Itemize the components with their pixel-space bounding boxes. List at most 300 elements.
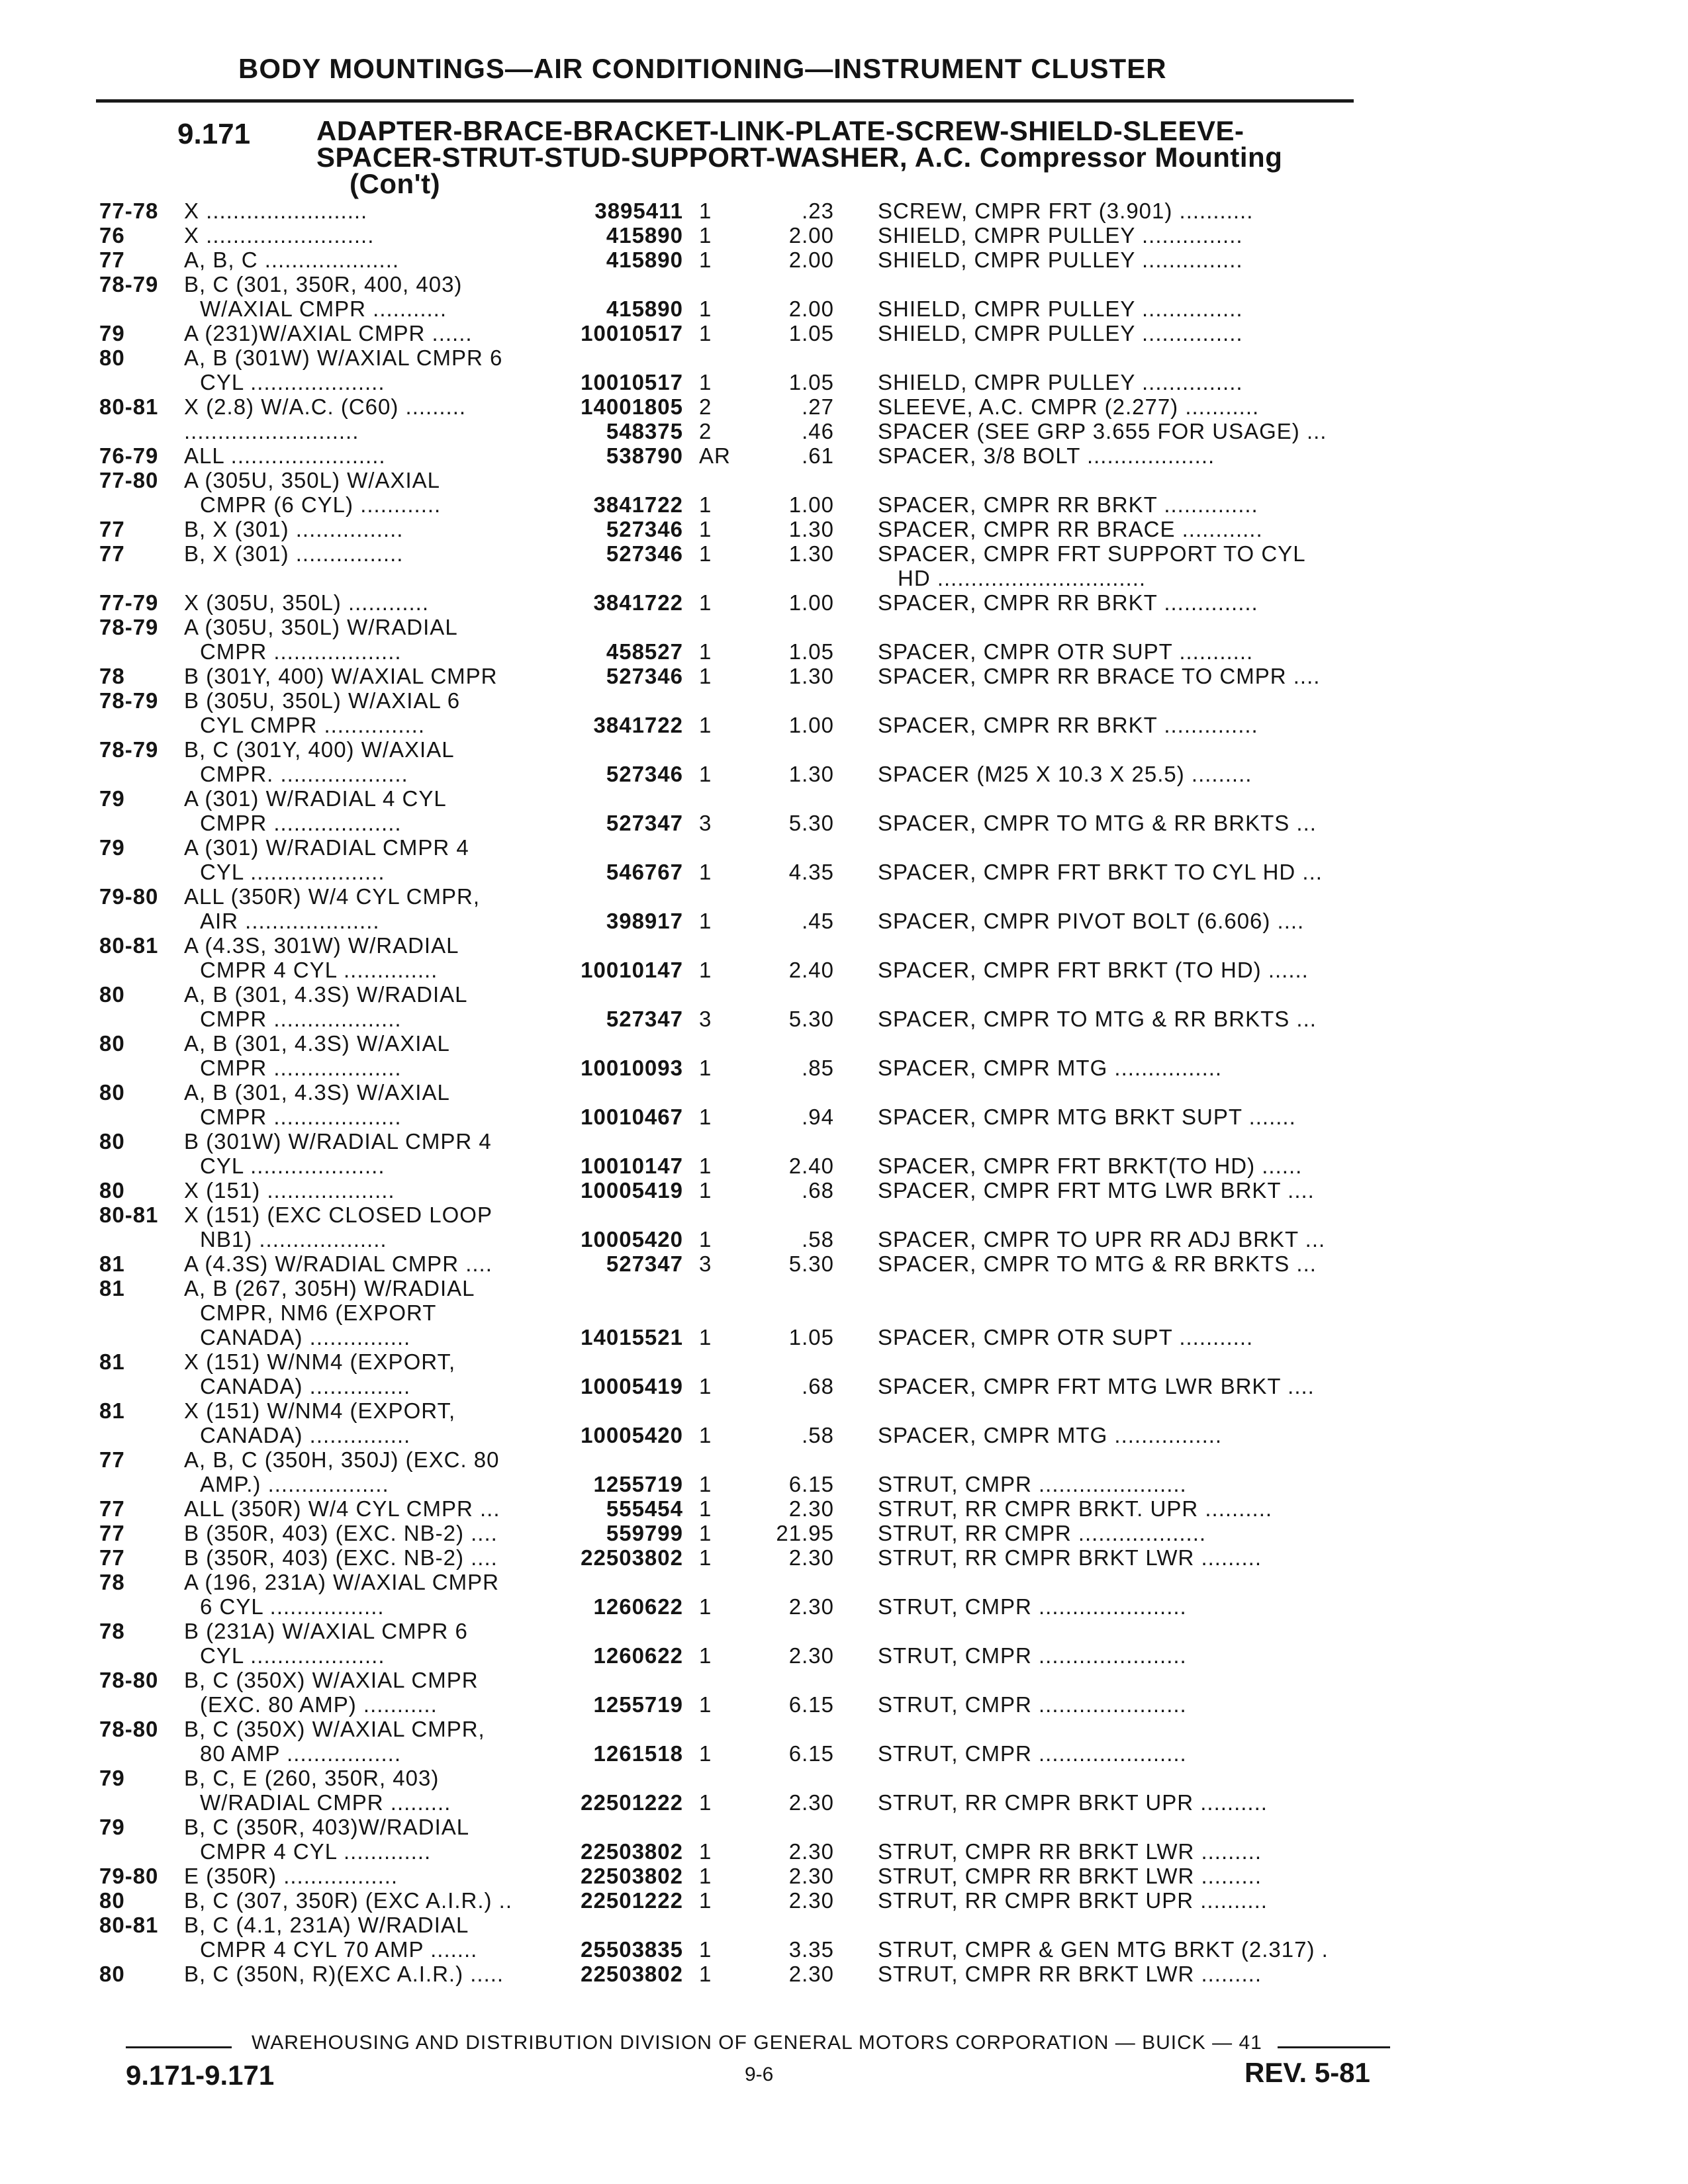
row-usage: A, B (301, 4.3S) W/RADIAL bbox=[184, 982, 468, 1007]
row-usage: CANADA) ............... bbox=[200, 1374, 411, 1398]
row-price: 2.30 bbox=[788, 1643, 834, 1668]
row-year: 80-81 bbox=[99, 394, 159, 419]
row-year: 80-81 bbox=[99, 1203, 159, 1227]
row-description: SPACER, CMPR FRT BRKT(TO HD) ...... bbox=[878, 1154, 1303, 1178]
row-price: 1.00 bbox=[788, 590, 834, 615]
row-usage: CMPR ................... bbox=[200, 1056, 402, 1080]
row-price: 2.30 bbox=[788, 1545, 834, 1570]
row-price: .45 bbox=[802, 909, 834, 933]
row-price: 2.30 bbox=[788, 1496, 834, 1521]
row-price: 1.00 bbox=[788, 713, 834, 737]
row-description: STRUT, CMPR RR BRKT LWR ......... bbox=[878, 1864, 1262, 1888]
row-price: .27 bbox=[802, 394, 834, 419]
row-usage: B (350R, 403) (EXC. NB-2) .... bbox=[184, 1545, 498, 1570]
row-year: 77-78 bbox=[99, 199, 159, 223]
row-description: SPACER (M25 X 10.3 X 25.5) ......... bbox=[878, 762, 1252, 786]
footer-rule bbox=[1278, 2046, 1390, 2048]
row-part-number: 3841722 bbox=[593, 590, 683, 615]
row-part-number: 10010147 bbox=[581, 958, 683, 982]
row-year: 77 bbox=[99, 1496, 125, 1521]
row-usage: (EXC. 80 AMP) ........... bbox=[200, 1692, 438, 1717]
row-quantity: 1 bbox=[699, 1962, 712, 1986]
row-description: SCREW, CMPR FRT (3.901) ........... bbox=[878, 199, 1254, 223]
row-usage: CANADA) ............... bbox=[200, 1423, 411, 1447]
row-quantity: 1 bbox=[699, 713, 712, 737]
row-part-number: 10005420 bbox=[581, 1423, 683, 1447]
row-quantity: 1 bbox=[699, 1154, 712, 1178]
row-usage: CMPR 4 CYL 70 AMP ....... bbox=[200, 1937, 478, 1962]
row-year: 78 bbox=[99, 1619, 125, 1643]
row-usage: B (305U, 350L) W/AXIAL 6 bbox=[184, 688, 461, 713]
row-price: .68 bbox=[802, 1178, 834, 1203]
row-usage: X (151) (EXC CLOSED LOOP bbox=[184, 1203, 492, 1227]
row-part-number: 527346 bbox=[606, 517, 683, 541]
row-description: SHIELD, CMPR PULLEY ............... bbox=[878, 248, 1243, 272]
row-description: HD ............................... bbox=[898, 566, 1147, 590]
row-price: 5.30 bbox=[788, 1007, 834, 1031]
row-year: 78-79 bbox=[99, 737, 159, 762]
row-usage: ALL (350R) W/4 CYL CMPR ... bbox=[184, 1496, 500, 1521]
row-year: 78-79 bbox=[99, 615, 159, 639]
row-part-number: 10005420 bbox=[581, 1227, 683, 1251]
row-usage: NB1) ................... bbox=[200, 1227, 387, 1251]
row-usage: X (151) W/NM4 (EXPORT, bbox=[184, 1398, 456, 1423]
row-year: 80 bbox=[99, 1888, 125, 1913]
row-year: 81 bbox=[99, 1398, 125, 1423]
row-year: 79 bbox=[99, 1815, 125, 1839]
row-price: 2.40 bbox=[788, 958, 834, 982]
row-year: 78-80 bbox=[99, 1717, 159, 1741]
header-rule bbox=[96, 99, 1354, 103]
row-year: 78 bbox=[99, 1570, 125, 1594]
row-price: 2.00 bbox=[788, 223, 834, 248]
row-description: STRUT, CMPR ...................... bbox=[878, 1594, 1187, 1619]
row-price: 5.30 bbox=[788, 811, 834, 835]
row-quantity: 1 bbox=[699, 1864, 712, 1888]
row-quantity: 1 bbox=[699, 1521, 712, 1545]
row-description: SLEEVE, A.C. CMPR (2.277) ........... bbox=[878, 394, 1260, 419]
row-price: 2.30 bbox=[788, 1839, 834, 1864]
row-part-number: 415890 bbox=[606, 223, 683, 248]
row-year: 76-79 bbox=[99, 443, 159, 468]
row-usage: X ........................ bbox=[184, 199, 368, 223]
row-part-number: 527347 bbox=[606, 1007, 683, 1031]
row-part-number: 527346 bbox=[606, 762, 683, 786]
row-quantity: 1 bbox=[699, 1790, 712, 1815]
row-usage: CMPR. ................... bbox=[200, 762, 408, 786]
row-usage: A (301) W/RADIAL 4 CYL bbox=[184, 786, 447, 811]
row-year: 80 bbox=[99, 1962, 125, 1986]
row-part-number: 555454 bbox=[606, 1496, 683, 1521]
row-quantity: 1 bbox=[699, 199, 712, 223]
row-description: STRUT, CMPR RR BRKT LWR ......... bbox=[878, 1962, 1262, 1986]
row-description: STRUT, CMPR ...................... bbox=[878, 1741, 1187, 1766]
footer-page-number: 9-6 bbox=[745, 2064, 774, 2085]
row-year: 80 bbox=[99, 1178, 125, 1203]
row-description: STRUT, RR CMPR BRKT. UPR .......... bbox=[878, 1496, 1273, 1521]
row-usage: A, B (301, 4.3S) W/AXIAL bbox=[184, 1031, 450, 1056]
footer-revision: REV. 5-81 bbox=[1244, 2057, 1370, 2088]
row-usage: X (2.8) W/A.C. (C60) ......... bbox=[184, 394, 467, 419]
row-usage: 80 AMP ................. bbox=[200, 1741, 402, 1766]
row-quantity: 1 bbox=[699, 1839, 712, 1864]
row-year: 79 bbox=[99, 835, 125, 860]
row-part-number: 546767 bbox=[606, 860, 683, 884]
row-usage: ALL (350R) W/4 CYL CMPR, bbox=[184, 884, 481, 909]
row-quantity: 1 bbox=[699, 664, 712, 688]
row-description: SPACER, CMPR PIVOT BOLT (6.606) .... bbox=[878, 909, 1305, 933]
row-quantity: 3 bbox=[699, 1007, 712, 1031]
row-quantity: 3 bbox=[699, 811, 712, 835]
row-part-number: 1261518 bbox=[593, 1741, 683, 1766]
row-usage: W/AXIAL CMPR ........... bbox=[200, 296, 447, 321]
row-usage: X ......................... bbox=[184, 223, 375, 248]
row-description: SPACER, CMPR TO UPR RR ADJ BRKT ... bbox=[878, 1227, 1326, 1251]
row-year: 77 bbox=[99, 517, 125, 541]
row-year: 81 bbox=[99, 1251, 125, 1276]
row-part-number: 10010517 bbox=[581, 370, 683, 394]
row-price: 2.30 bbox=[788, 1962, 834, 1986]
section-title-line: (Con't) bbox=[350, 168, 441, 199]
row-quantity: 1 bbox=[699, 296, 712, 321]
row-usage: A (4.3S, 301W) W/RADIAL bbox=[184, 933, 459, 958]
row-price: 1.05 bbox=[788, 1325, 834, 1349]
row-usage: A, B (267, 305H) W/RADIAL bbox=[184, 1276, 475, 1300]
row-description: SPACER, CMPR TO MTG & RR BRKTS ... bbox=[878, 811, 1317, 835]
row-quantity: 2 bbox=[699, 394, 712, 419]
row-part-number: 548375 bbox=[606, 419, 683, 443]
row-price: 1.00 bbox=[788, 492, 834, 517]
row-year: 77-80 bbox=[99, 468, 159, 492]
row-usage: A, B, C .................... bbox=[184, 248, 400, 272]
row-description: SPACER, CMPR RR BRKT .............. bbox=[878, 713, 1258, 737]
row-price: 2.00 bbox=[788, 248, 834, 272]
row-quantity: 1 bbox=[699, 1741, 712, 1766]
row-quantity: 1 bbox=[699, 1937, 712, 1962]
row-quantity: 1 bbox=[699, 1227, 712, 1251]
row-year: 77 bbox=[99, 1521, 125, 1545]
row-usage: CMPR ................... bbox=[200, 639, 402, 664]
row-price: 1.05 bbox=[788, 370, 834, 394]
row-part-number: 3841722 bbox=[593, 492, 683, 517]
page-header: BODY MOUNTINGS—AIR CONDITIONING—INSTRUMENT CLUSTER bbox=[238, 53, 1167, 84]
row-usage: CMPR 4 CYL .............. bbox=[200, 958, 438, 982]
row-part-number: 22503802 bbox=[581, 1839, 683, 1864]
row-usage: CMPR (6 CYL) ............ bbox=[200, 492, 442, 517]
row-year: 78 bbox=[99, 664, 125, 688]
row-description: SPACER, CMPR MTG BRKT SUPT ....... bbox=[878, 1105, 1296, 1129]
row-part-number: 14001805 bbox=[581, 394, 683, 419]
row-year: 76 bbox=[99, 223, 125, 248]
row-year: 79-80 bbox=[99, 1864, 159, 1888]
row-usage: B, C (350N, R)(EXC A.I.R.) ..... bbox=[184, 1962, 504, 1986]
row-usage: A (305U, 350L) W/RADIAL bbox=[184, 615, 458, 639]
row-price: 1.05 bbox=[788, 321, 834, 345]
row-price: .61 bbox=[802, 443, 834, 468]
row-usage: B, C (4.1, 231A) W/RADIAL bbox=[184, 1913, 469, 1937]
row-quantity: 1 bbox=[699, 1374, 712, 1398]
row-part-number: 538790 bbox=[606, 443, 683, 468]
row-description: STRUT, CMPR & GEN MTG BRKT (2.317) . bbox=[878, 1937, 1329, 1962]
row-usage: AMP.) .................. bbox=[200, 1472, 389, 1496]
row-usage: .......................... bbox=[184, 419, 359, 443]
row-quantity: AR bbox=[699, 443, 731, 468]
row-year: 78-79 bbox=[99, 272, 159, 296]
row-year: 80-81 bbox=[99, 933, 159, 958]
row-description: SPACER, CMPR TO MTG & RR BRKTS ... bbox=[878, 1007, 1317, 1031]
row-part-number: 22501222 bbox=[581, 1790, 683, 1815]
row-description: SHIELD, CMPR PULLEY ............... bbox=[878, 296, 1243, 321]
row-part-number: 22503802 bbox=[581, 1864, 683, 1888]
row-usage: B, X (301) ................ bbox=[184, 541, 404, 566]
row-year: 78-79 bbox=[99, 688, 159, 713]
row-year: 79 bbox=[99, 786, 125, 811]
section-title bbox=[316, 115, 1283, 199]
row-quantity: 1 bbox=[699, 639, 712, 664]
row-quantity: 1 bbox=[699, 321, 712, 345]
row-quantity: 1 bbox=[699, 1888, 712, 1913]
row-usage: B (301Y, 400) W/AXIAL CMPR bbox=[184, 664, 498, 688]
row-price: 2.30 bbox=[788, 1790, 834, 1815]
row-usage: CMPR ................... bbox=[200, 811, 402, 835]
footer-text: WAREHOUSING AND DISTRIBUTION DIVISION OF GENERAL MOTORS CORPORATION — BUICK — 41 bbox=[252, 2032, 1262, 2054]
row-quantity: 1 bbox=[699, 370, 712, 394]
row-description: SPACER, CMPR RR BRACE TO CMPR .... bbox=[878, 664, 1321, 688]
row-part-number: 415890 bbox=[606, 296, 683, 321]
row-usage: A (231)W/AXIAL CMPR ...... bbox=[184, 321, 473, 345]
row-quantity: 1 bbox=[699, 541, 712, 566]
row-usage: X (305U, 350L) ............ bbox=[184, 590, 429, 615]
row-description: SPACER, CMPR FRT MTG LWR BRKT .... bbox=[878, 1374, 1315, 1398]
row-year: 79-80 bbox=[99, 884, 159, 909]
row-part-number: 527347 bbox=[606, 811, 683, 835]
row-quantity: 1 bbox=[699, 248, 712, 272]
row-year: 79 bbox=[99, 321, 125, 345]
row-price: .58 bbox=[802, 1423, 834, 1447]
row-price: .68 bbox=[802, 1374, 834, 1398]
row-usage: B, C, E (260, 350R, 403) bbox=[184, 1766, 440, 1790]
row-quantity: 1 bbox=[699, 1545, 712, 1570]
row-quantity: 1 bbox=[699, 1178, 712, 1203]
row-description: SHIELD, CMPR PULLEY ............... bbox=[878, 370, 1243, 394]
row-quantity: 1 bbox=[699, 1496, 712, 1521]
row-quantity: 1 bbox=[699, 590, 712, 615]
row-description: STRUT, CMPR ...................... bbox=[878, 1643, 1187, 1668]
row-part-number: 25503835 bbox=[581, 1937, 683, 1962]
row-description: SPACER, CMPR FRT BRKT TO CYL HD ... bbox=[878, 860, 1323, 884]
row-part-number: 10005419 bbox=[581, 1374, 683, 1398]
row-usage: 6 CYL ................. bbox=[200, 1594, 385, 1619]
row-price: 6.15 bbox=[788, 1692, 834, 1717]
row-quantity: 1 bbox=[699, 1325, 712, 1349]
row-usage: A, B (301W) W/AXIAL CMPR 6 bbox=[184, 345, 503, 370]
row-usage: CYL .................... bbox=[200, 860, 385, 884]
row-price: 2.40 bbox=[788, 1154, 834, 1178]
row-description: SPACER, CMPR RR BRACE ............ bbox=[878, 517, 1263, 541]
row-usage: A, B (301, 4.3S) W/AXIAL bbox=[184, 1080, 450, 1105]
row-quantity: 1 bbox=[699, 492, 712, 517]
row-price: 4.35 bbox=[788, 860, 834, 884]
row-description: SPACER, CMPR MTG ................ bbox=[878, 1423, 1223, 1447]
row-price: 1.30 bbox=[788, 541, 834, 566]
row-price: 6.15 bbox=[788, 1472, 834, 1496]
row-part-number: 1255719 bbox=[593, 1472, 683, 1496]
row-description: SHIELD, CMPR PULLEY ............... bbox=[878, 223, 1243, 248]
row-quantity: 3 bbox=[699, 1251, 712, 1276]
row-usage: A (305U, 350L) W/AXIAL bbox=[184, 468, 441, 492]
row-part-number: 1260622 bbox=[593, 1594, 683, 1619]
row-part-number: 559799 bbox=[606, 1521, 683, 1545]
row-description: SPACER (SEE GRP 3.655 FOR USAGE) ... bbox=[878, 419, 1327, 443]
row-quantity: 1 bbox=[699, 1692, 712, 1717]
row-usage: W/RADIAL CMPR ......... bbox=[200, 1790, 451, 1815]
row-usage: B, C (301, 350R, 400, 403) bbox=[184, 272, 463, 296]
row-part-number: 458527 bbox=[606, 639, 683, 664]
row-part-number: 415890 bbox=[606, 248, 683, 272]
row-price: 1.30 bbox=[788, 517, 834, 541]
section-number: 9.171 bbox=[177, 118, 251, 150]
row-quantity: 1 bbox=[699, 762, 712, 786]
row-price: 2.30 bbox=[788, 1888, 834, 1913]
row-part-number: 398917 bbox=[606, 909, 683, 933]
row-description: SPACER, CMPR OTR SUPT ........... bbox=[878, 639, 1254, 664]
row-description: SPACER, CMPR RR BRKT .............. bbox=[878, 492, 1258, 517]
row-usage: CMPR ................... bbox=[200, 1105, 402, 1129]
row-usage: CYL .................... bbox=[200, 1154, 385, 1178]
row-description: SPACER, CMPR FRT MTG LWR BRKT .... bbox=[878, 1178, 1315, 1203]
row-year: 81 bbox=[99, 1276, 125, 1300]
row-price: 2.30 bbox=[788, 1864, 834, 1888]
row-usage: CMPR ................... bbox=[200, 1007, 402, 1031]
row-usage: B, X (301) ................ bbox=[184, 517, 404, 541]
row-price: 2.30 bbox=[788, 1594, 834, 1619]
row-price: 2.00 bbox=[788, 296, 834, 321]
row-usage: B, C (350X) W/AXIAL CMPR, bbox=[184, 1717, 485, 1741]
row-usage: ALL ....................... bbox=[184, 443, 386, 468]
row-quantity: 1 bbox=[699, 1105, 712, 1129]
row-description: SHIELD, CMPR PULLEY ............... bbox=[878, 321, 1243, 345]
row-year: 80 bbox=[99, 1080, 125, 1105]
row-part-number: 22503802 bbox=[581, 1962, 683, 1986]
row-description: STRUT, RR CMPR BRKT UPR .......... bbox=[878, 1888, 1268, 1913]
row-description: STRUT, CMPR ...................... bbox=[878, 1472, 1187, 1496]
row-price: .58 bbox=[802, 1227, 834, 1251]
row-part-number: 10010467 bbox=[581, 1105, 683, 1129]
row-price: .94 bbox=[802, 1105, 834, 1129]
row-description: STRUT, RR CMPR BRKT LWR ......... bbox=[878, 1545, 1262, 1570]
row-quantity: 1 bbox=[699, 1594, 712, 1619]
row-year: 77 bbox=[99, 541, 125, 566]
row-part-number: 10010093 bbox=[581, 1056, 683, 1080]
row-price: 6.15 bbox=[788, 1741, 834, 1766]
row-part-number: 527346 bbox=[606, 664, 683, 688]
row-description: SPACER, CMPR RR BRKT .............. bbox=[878, 590, 1258, 615]
row-year: 81 bbox=[99, 1349, 125, 1374]
row-usage: AIR .................... bbox=[200, 909, 380, 933]
row-part-number: 10010517 bbox=[581, 321, 683, 345]
row-usage: CMPR 4 CYL ............. bbox=[200, 1839, 432, 1864]
row-quantity: 1 bbox=[699, 1472, 712, 1496]
row-usage: CANADA) ............... bbox=[200, 1325, 411, 1349]
row-quantity: 1 bbox=[699, 223, 712, 248]
row-description: STRUT, CMPR RR BRKT LWR ......... bbox=[878, 1839, 1262, 1864]
row-usage: CYL CMPR ............... bbox=[200, 713, 425, 737]
row-usage: X (151) ................... bbox=[184, 1178, 395, 1203]
row-part-number: 527347 bbox=[606, 1251, 683, 1276]
row-year: 80 bbox=[99, 345, 125, 370]
row-quantity: 1 bbox=[699, 958, 712, 982]
row-description: SPACER, CMPR FRT BRKT (TO HD) ...... bbox=[878, 958, 1309, 982]
footer-rule bbox=[126, 2046, 232, 2048]
row-description: SPACER, CMPR FRT SUPPORT TO CYL bbox=[878, 541, 1306, 566]
row-price: 1.05 bbox=[788, 639, 834, 664]
row-part-number: 22501222 bbox=[581, 1888, 683, 1913]
row-description: STRUT, CMPR ...................... bbox=[878, 1692, 1187, 1717]
row-year: 77 bbox=[99, 248, 125, 272]
row-part-number: 1255719 bbox=[593, 1692, 683, 1717]
section-title-line: ADAPTER-BRACE-BRACKET-LINK-PLATE-SCREW-SHIELD-SLEEVE- bbox=[316, 115, 1244, 146]
row-description: STRUT, RR CMPR ................... bbox=[878, 1521, 1207, 1545]
row-year: 78-80 bbox=[99, 1668, 159, 1692]
row-quantity: 2 bbox=[699, 419, 712, 443]
row-part-number: 3841722 bbox=[593, 713, 683, 737]
row-price: .23 bbox=[802, 199, 834, 223]
row-usage: A (301) W/RADIAL CMPR 4 bbox=[184, 835, 469, 860]
row-usage: CMPR, NM6 (EXPORT bbox=[200, 1300, 437, 1325]
row-price: 3.35 bbox=[788, 1937, 834, 1962]
row-usage: B (301W) W/RADIAL CMPR 4 bbox=[184, 1129, 492, 1154]
row-quantity: 1 bbox=[699, 517, 712, 541]
row-price: 21.95 bbox=[776, 1521, 834, 1545]
row-quantity: 1 bbox=[699, 860, 712, 884]
row-usage: E (350R) ................. bbox=[184, 1864, 399, 1888]
row-year: 80 bbox=[99, 982, 125, 1007]
row-usage: B (350R, 403) (EXC. NB-2) .... bbox=[184, 1521, 498, 1545]
row-price: 1.30 bbox=[788, 762, 834, 786]
row-part-number: 10005419 bbox=[581, 1178, 683, 1203]
row-year: 80 bbox=[99, 1129, 125, 1154]
row-year: 80 bbox=[99, 1031, 125, 1056]
row-year: 80-81 bbox=[99, 1913, 159, 1937]
footer-section-range: 9.171-9.171 bbox=[126, 2060, 275, 2091]
row-part-number: 1260622 bbox=[593, 1643, 683, 1668]
row-quantity: 1 bbox=[699, 1423, 712, 1447]
row-year: 77-79 bbox=[99, 590, 159, 615]
row-description: SPACER, CMPR OTR SUPT ........... bbox=[878, 1325, 1254, 1349]
row-description: STRUT, RR CMPR BRKT UPR .......... bbox=[878, 1790, 1268, 1815]
row-price: 5.30 bbox=[788, 1251, 834, 1276]
row-year: 77 bbox=[99, 1545, 125, 1570]
row-usage: A, B, C (350H, 350J) (EXC. 80 bbox=[184, 1447, 500, 1472]
row-usage: B, C (301Y, 400) W/AXIAL bbox=[184, 737, 455, 762]
section-title-line: SPACER-STRUT-STUD-SUPPORT-WASHER, A.C. Compressor Mounting bbox=[316, 142, 1283, 173]
row-usage: X (151) W/NM4 (EXPORT, bbox=[184, 1349, 456, 1374]
row-usage: CYL .................... bbox=[200, 370, 385, 394]
row-part-number: 22503802 bbox=[581, 1545, 683, 1570]
row-part-number: 10010147 bbox=[581, 1154, 683, 1178]
row-year: 79 bbox=[99, 1766, 125, 1790]
row-usage: A (196, 231A) W/AXIAL CMPR bbox=[184, 1570, 499, 1594]
row-price: .85 bbox=[802, 1056, 834, 1080]
row-quantity: 1 bbox=[699, 1056, 712, 1080]
row-year: 77 bbox=[99, 1447, 125, 1472]
row-part-number: 3895411 bbox=[594, 199, 683, 223]
row-part-number: 14015521 bbox=[581, 1325, 683, 1349]
row-usage: B, C (350R, 403)W/RADIAL bbox=[184, 1815, 470, 1839]
row-description: SPACER, 3/8 BOLT ................... bbox=[878, 443, 1215, 468]
row-usage: A (4.3S) W/RADIAL CMPR .... bbox=[184, 1251, 492, 1276]
row-quantity: 1 bbox=[699, 909, 712, 933]
